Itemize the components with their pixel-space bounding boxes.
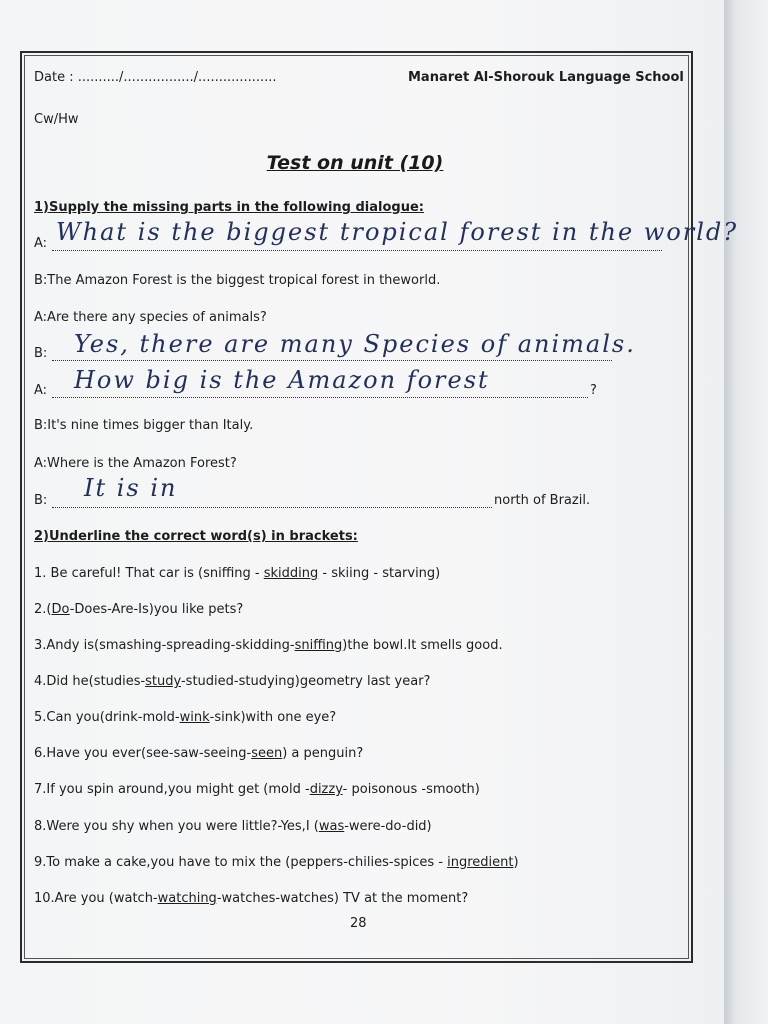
underlined-answer: dizzy	[309, 782, 343, 797]
question-7: 7.If you spin around,you might get (mold -dizzy- poisonous -smooth)	[34, 782, 480, 797]
answer-line-5	[52, 397, 588, 398]
underlined-answer: wink	[179, 710, 210, 725]
cw-hw-label: Cw/Hw	[34, 112, 79, 127]
question-9: 9.To make a cake,you have to mix the (peppers-chilies-spices - ingredient)	[34, 855, 519, 870]
underlined-answer: sniffing	[294, 638, 343, 653]
question-6: 6.Have you ever(see-saw-seeing-seen) a penguin?	[34, 746, 364, 761]
question-1: 1. Be careful! That car is (sniffing - skidding - skiing - starving)	[34, 566, 441, 581]
answer-line-4	[52, 360, 612, 361]
dialogue-line-7: A:Where is the Amazon Forest?	[34, 456, 237, 471]
underlined-answer: study	[145, 674, 181, 689]
dialogue-line-8-suffix: north of Brazil.	[494, 493, 591, 508]
handwritten-answer-8: It is in	[84, 474, 178, 502]
handwritten-answer-1: What is the biggest tropical forest in the world?	[56, 218, 739, 246]
date-field: Date : ........../................./...................	[34, 70, 277, 85]
question-3: 3.Andy is(smashing-spreading-skidding-sniffing)the bowl.It smells good.	[34, 638, 503, 653]
section2-heading: 2)Underline the correct word(s) in brackets:	[34, 529, 358, 544]
dialogue-line-6: B:It's nine times bigger than Italy.	[34, 418, 254, 433]
handwritten-answer-5: How big is the Amazon forest	[74, 366, 490, 394]
underlined-answer: was	[318, 819, 345, 834]
underlined-answer: ingredient	[447, 855, 514, 870]
dialogue-line-5-suffix: ?	[590, 383, 597, 398]
handwritten-answer-4: Yes, there are many Species of animals.	[74, 330, 636, 358]
question-10: 10.Are you (watch-watching-watches-watches) TV at the moment?	[34, 891, 469, 906]
question-2: 2.(Do-Does-Are-Is)you like pets?	[34, 602, 244, 617]
underlined-answer: watching	[157, 891, 217, 906]
dialogue-line-4-prefix: B:	[34, 346, 48, 361]
question-8: 8.Were you shy when you were little?-Yes,I (was-were-do-did)	[34, 819, 432, 834]
school-name: Manaret Al-Shorouk Language School	[408, 70, 684, 85]
dialogue-line-5-prefix: A:	[34, 383, 48, 398]
answer-line-1	[52, 250, 662, 251]
page-number: 28	[350, 916, 367, 931]
page-title: Test on unit (10)	[266, 152, 444, 174]
underlined-answer: skidding	[263, 566, 319, 581]
underlined-answer: Do	[51, 602, 70, 617]
answer-line-8	[52, 507, 492, 508]
adjacent-page-edge	[724, 0, 768, 1024]
underlined-answer: seen	[251, 746, 283, 761]
dialogue-line-3: A:Are there any species of animals?	[34, 310, 267, 325]
dialogue-line-2: B:The Amazon Forest is the biggest tropical forest in theworld.	[34, 273, 441, 288]
section1-heading: 1)Supply the missing parts in the following dialogue:	[34, 200, 424, 215]
dialogue-line-8-prefix: B:	[34, 493, 48, 508]
dialogue-line-1-prefix: A:	[34, 236, 48, 251]
question-4: 4.Did he(studies-study-studied-studying)geometry last year?	[34, 674, 431, 689]
question-5: 5.Can you(drink-mold-wink-sink)with one eye?	[34, 710, 337, 725]
